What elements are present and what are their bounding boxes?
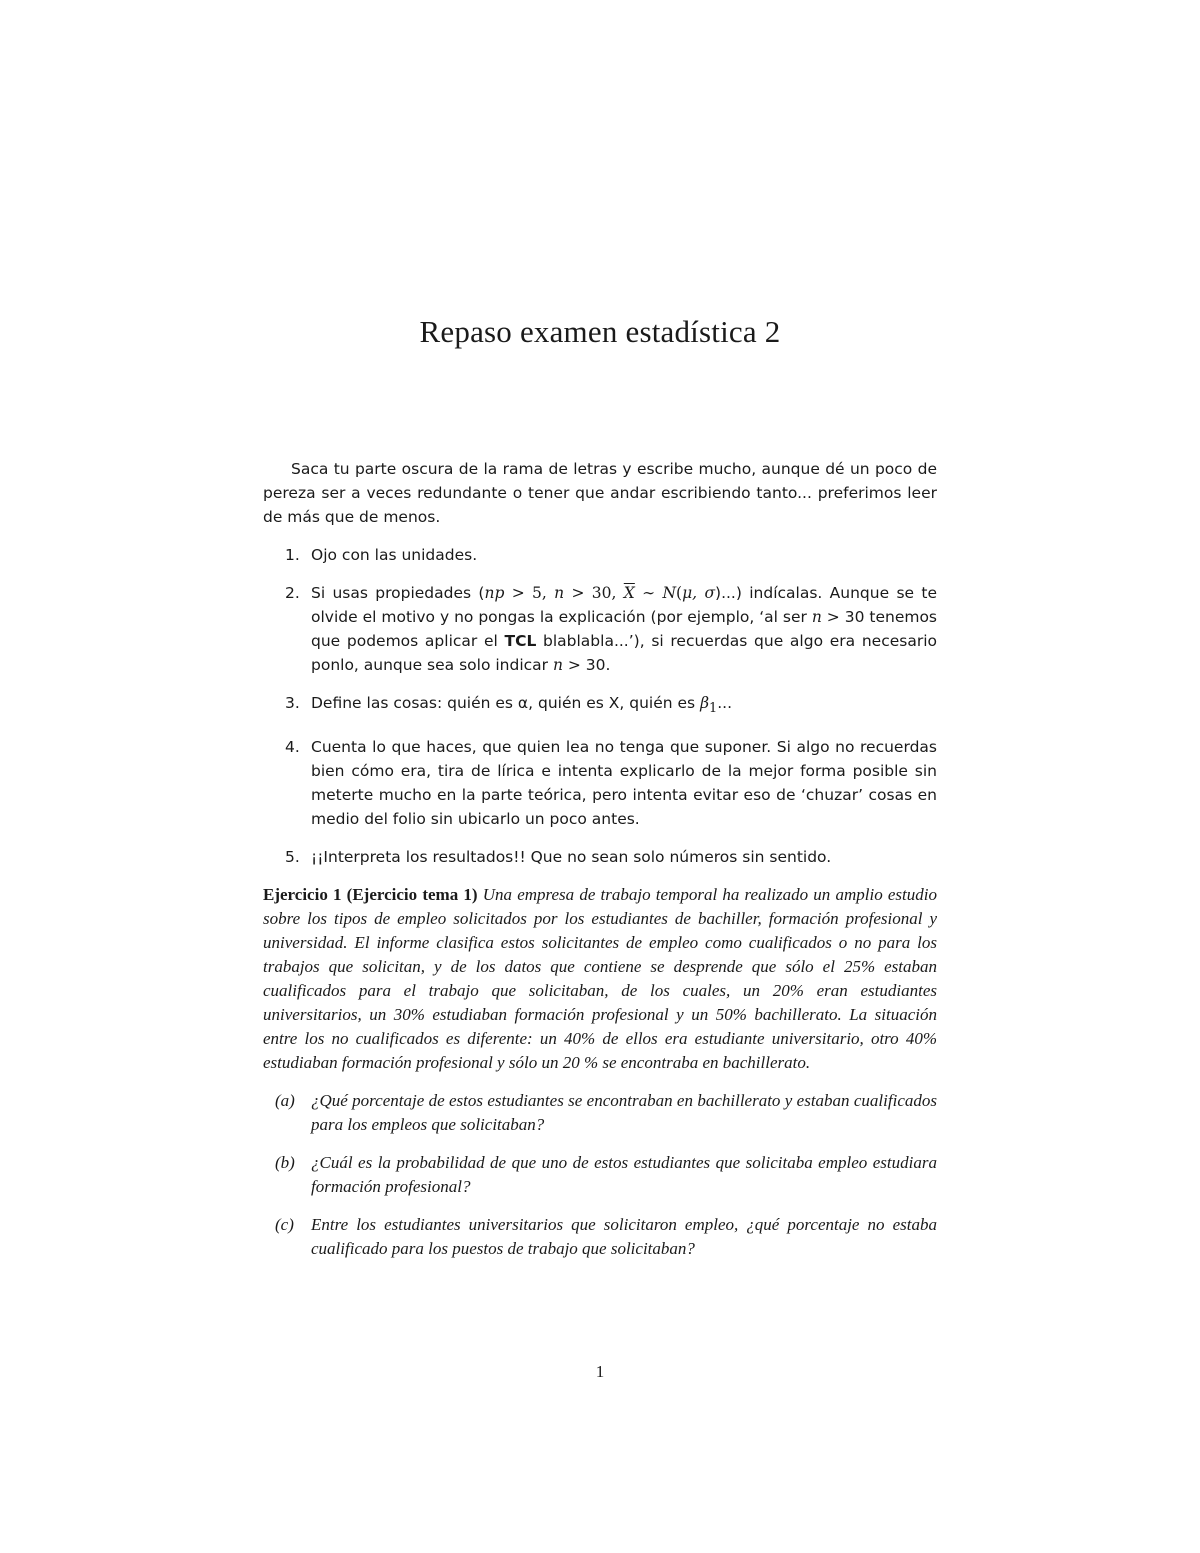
- list-item-number: 2.: [285, 584, 300, 602]
- part-label: (b): [275, 1153, 295, 1173]
- list-item-number: 1.: [285, 546, 300, 564]
- list-item: [263, 735, 937, 831]
- list-item-text: Define las cosas: quién es α, quién es X, quién es $\beta_1$...: [311, 694, 733, 717]
- part-label: (c): [275, 1215, 294, 1235]
- page-title: Repaso examen estadística 2: [419, 314, 781, 349]
- list-item: [263, 1213, 937, 1261]
- list-item: [263, 543, 937, 567]
- list-item-number: 4.: [285, 738, 300, 757]
- list-item: [263, 1151, 937, 1199]
- exercise-parts-list: [263, 1089, 937, 1261]
- part-text: ¿Cuál es la probabilidad de que uno de estos estudiantes que solicitaba empleo estudiara formación profesional?: [311, 1153, 937, 1197]
- exercise-block: [263, 883, 937, 1075]
- document-body: [263, 457, 937, 1275]
- part-text: ¿Qué porcentaje de estos estudiantes se encontraban en bachillerato y estaban cualificados para los empleos que solicitaban?: [311, 1091, 937, 1135]
- list-item: [263, 1089, 937, 1137]
- list-item-text: Cuenta lo que haces, que quien lea no tenga que suponer. Si algo no recuerdas bien cómo era, tira de lírica e intenta explicarlo de la mejor forma posible sin meterte mucho en la parte teórica, pero intenta evitar eso de ‘chuzar’ cosas en medio del folio sin ubicarlo un poco antes.: [311, 738, 937, 829]
- intro-paragraph: Saca tu parte oscura de la rama de letras y escribe mucho, aunque dé un poco de pereza ser a veces redundante o tener que andar escribiendo tanto... preferimos leer de más que de menos.: [263, 460, 937, 526]
- list-item-text: ¡¡Interpreta los resultados!! Que no sean solo números sin sentido.: [311, 848, 832, 867]
- list-item-text: Si usas propiedades (np > 5, n > 30, $\overline{X}$ ∼ N(μ, σ)...) indícalas. Aunque se te olvide el motivo y no pongas la explicación (por ejemplo, ‘al ser n > 30 tenemos que podemos aplicar el TCL blablabla...’), si recuerdas que algo era necesario ponlo, aunque sea solo indicar n > 30.: [311, 584, 938, 674]
- list-item: [263, 691, 937, 721]
- exercise-statement: Una empresa de trabajo temporal ha realizado un amplio estudio sobre los tipos de empleo solicitados por los estudiantes de bachiller, formación profesional y universidad. El informe clasifica estos solicitantes de empleo como cualificados o no para los trabajos que solicitan, y de los datos que contiene se desprende que sólo el 25% estaban cualificados para el trabajo que solicitaban, de los cuales, un 20% eran estudiantes universitarios, un 30% estudiaban formación profesional y un 50% bachillerato. La situación entre los no cualificados es diferente: un 40% de ellos era estudiante universitario, otro 40% estudiaban formación profesional y sólo un 20 % se encontraba en bachillerato.: [263, 885, 937, 1073]
- list-item: [263, 845, 937, 869]
- exercise-heading: Ejercicio 1 (Ejercicio tema 1): [263, 885, 478, 905]
- part-text: Entre los estudiantes universitarios que solicitaron empleo, ¿qué porcentaje no estaba cualificado para los puestos de trabajo que solicitaban?: [311, 1215, 937, 1259]
- page-number: 1: [595, 1362, 605, 1381]
- list-item-number: 5.: [285, 848, 300, 867]
- part-label: (a): [275, 1091, 295, 1111]
- list-item: [263, 581, 937, 677]
- rules-list: [263, 543, 937, 869]
- list-item-number: 3.: [285, 694, 300, 712]
- list-item-text: Ojo con las unidades.: [311, 546, 478, 564]
